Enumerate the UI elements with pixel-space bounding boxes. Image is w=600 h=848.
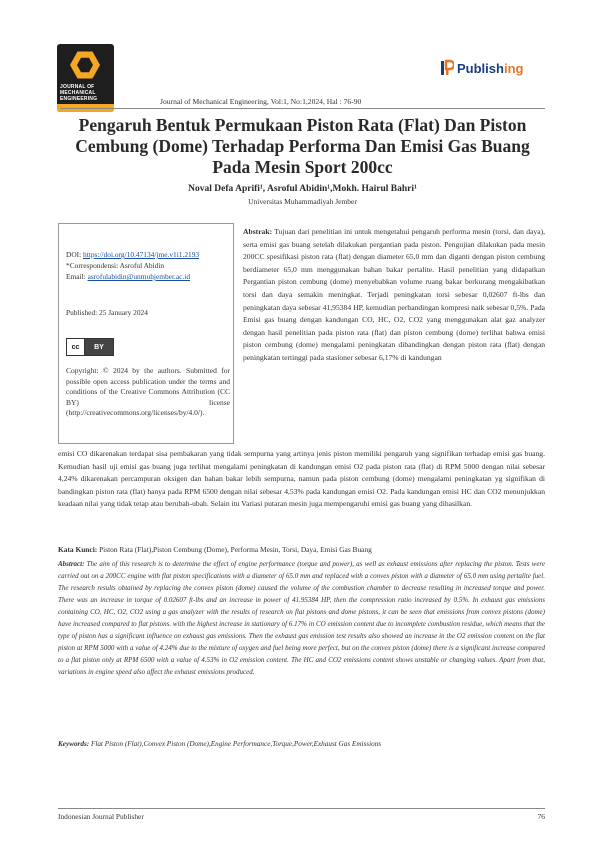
- journal-logo: [57, 44, 114, 112]
- publisher-logo-icon: [440, 59, 454, 77]
- creative-commons-icon: cc: [67, 339, 85, 355]
- header-divider: [60, 108, 545, 109]
- abstract-id-part2: emisi CO dikarenakan terdapat sisa pembakaran yang tidak sempurna yang artinya jenis piston memiliki pengaruh yang signifikan terhadap emisi gas buang. Kemudian hasil uji emisi gas buang juga terlihat mengalami peningkatan di kandungan emisi O2 pada piston rata (flat) di RPM 5000 dengan nilai sebesar 4,24% dikarenakan percampuran oksigen dan bahan bakar lebih sempurna, namun pada piston cembung (dome) mengalami peningkatan yg signifikan di bandingkan piston rata (flat) hanya pada RPM 6500 dengan nilai sebesar 4,53% pada kandungan emisi O2. Pada kandungan emisi HC dan CO2 menunjukkan keadaan nilai yang tidak tetap atau berubah-ubah. Selain itu Variasi putaran mesin juga mempengaruhi emisi gas buang yang dihasilkan.: [58, 449, 545, 509]
- authors: Noval Defa Aprifi¹, Asroful Abidin¹,Mokh. Hairul Bahri¹: [188, 184, 417, 194]
- copyright-notice: Copyright: © 2024 by the authors. Submitted for possible open access publication under the terms and conditions of the Creative Commons Attribution (CC BY) license (http://creativecommons.org/licenses/by/4.0/).: [66, 366, 230, 417]
- keywords-en-label: Keywords:: [58, 740, 90, 748]
- cc-by-license-badge[interactable]: [66, 338, 114, 356]
- correspondence: *Correspondensi: Asroful Abidin: [66, 261, 165, 270]
- journal-header: Journal of Mechanical Engineering, Vol:1, No:1,2024, Hal : 76-90: [160, 97, 362, 106]
- keywords-id-label: Kata Kunci:: [58, 545, 98, 554]
- email-link[interactable]: asrofulabidin@unmuhjember.ac.id: [87, 272, 191, 281]
- footer-publisher: Indonesian Journal Publisher: [58, 812, 144, 821]
- doi-link[interactable]: https://doi.org/10.47134/jme.v1i1.2193: [83, 250, 200, 259]
- keywords-id: Kata Kunci: Piston Rata (Flat),Piston Cembung (Dome), Performa Mesin, Torsi, Daya, Emisi Gas Buang: [58, 545, 372, 554]
- email-line: Email: asrofulabidin@unmuhjember.ac.id: [66, 272, 191, 281]
- abstract-en-label: Abstract:: [58, 560, 85, 568]
- affiliation: Universitas Muhammadiyah Jember: [248, 197, 357, 206]
- publisher-name: Publish: [457, 60, 504, 76]
- publisher-logo: [440, 58, 523, 78]
- page-number: 76: [537, 812, 545, 821]
- doi-line: DOI: https://doi.org/10.47134/jme.v1i1.2193: [66, 250, 200, 259]
- article-info-box: [58, 223, 234, 444]
- keywords-en: Keywords: Flat Piston (Flat),Convex Piston (Dome),Engine Performance,Torque,Power,Exhaust Gas Emissions: [58, 740, 382, 748]
- footer-divider: [58, 808, 545, 809]
- published-date: Published: 25 January 2024: [66, 308, 148, 317]
- abstract-en: Abstract: The aim of this research is to determine the effect of engine performance (torque and power), as well as exhaust emissions after replacing the piston. Tests were carried out on a 200CC engine with flat piston specifications with a diameter of 65.0 mm and replaced with a convex piston with a diameter of 65.0 mm using pertalite fuel. The research results obtained by replacing the convex piston (dome) caused the volume of the combustion chamber to decrease resulting in increased torque and power. There was an increase in torque of 0.02607 ft-lbs and an increase in power of 41.95384 HP, then the compression ratio increased by 0.5%. In exhaust gas emissions containing CO, HC, O2, CO2 using a gas analyzer with the results of research on flat pistons and dome pistons, it can be seen that emissions from convex pistons (dome) have increased compared to flat pistons. with the highest increase in stationary of 6.17% in CO emission content due to incomplete combustion residue, which means that the type of piston has a significant influence on exhaust gas emissions. Then the exhaust gas emission test results also showed an increase in the O2 emission content on the flat piston at RPM 5000 with a value of 4.24% due to the mixture of oxygen and fuel being more perfect, but on the convex piston (dome) there is a significant increase compared to a flat piston only at RPM 6500 with a value of 4.53% in O2 emission content. The HC and CO2 emissions content shows unstable or changing values. Apart from that, variations in engine speed also affect the exhaust emissions produced.: [58, 560, 545, 676]
- attribution-icon: BY: [85, 339, 113, 355]
- abstract-id-part1: Abstrak: Tujuan dari penelitian ini untuk mengetahui pengaruh performa mesin (torsi, dan daya), serta emisi gas buang setelah dilakukan pergantian pada piston. Pengujian dilakukan pada mesin 200CC spesifikasi piston rata (flat) dengan diameter 65,0 mm dan diganti dengan piston cembung berdiameter 65,0 mm menggunakan bahan bakar pertalite. Hasil penelitian yang didapatkan Pergantian piston cembung (dome) menyebabkan volume ruang bakar berkurang mengakibatkan torsi dan daya semakin meningkat. Terjadi peningkatan torsi sebesar 0,02607 ft-lbs dan peningkatan daya sebesar 41,95384 HP, kemudian perbandingan kompresi naik sebesar 0,5%. Pada Emisi gas buang dengan kandungan CO, HC, O2, CO2 yang menggunakan alat gaz analyzer dengan hasil penelitian pada piston rata (flat) dan piston cembung (dome) terlihat bahwa emisi piston cembung (dome) mengalami peningkatan dibandingkan dengan piston rata (flat) dengan peningkatan tertinggi pada stasioner sebesar 6,17% di kandungan: [243, 227, 545, 362]
- journal-logo-text: JOURNAL OF MECHANICAL ENGINEERING: [60, 84, 98, 102]
- paper-title: Pengaruh Bentuk Permukaan Piston Rata (Flat) Dan Piston Cembung (Dome) Terhadap Performa Dan Emisi Gas Buang Pada Mesin Sport 200cc: [75, 115, 530, 177]
- abstract-id-label: Abstrak:: [243, 227, 273, 236]
- publisher-name-suffix: ing: [503, 60, 524, 76]
